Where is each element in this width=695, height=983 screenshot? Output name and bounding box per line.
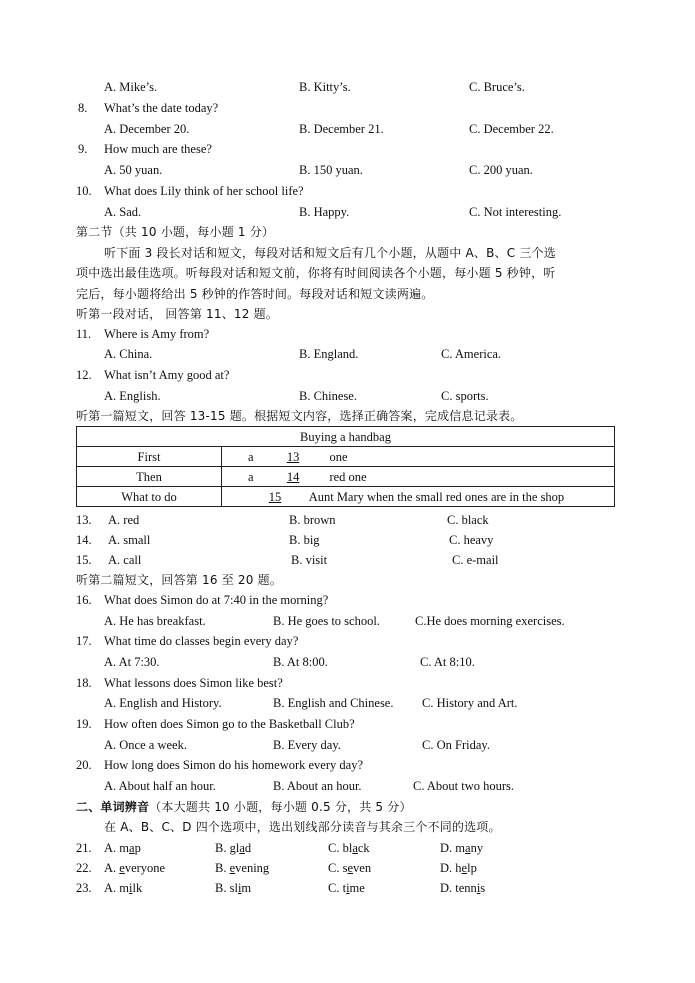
q9-number: 9. [78, 142, 88, 156]
q16-number: 16. [76, 593, 92, 607]
q22-option-a [104, 860, 165, 876]
opt-post: lp [467, 861, 477, 875]
table-row-label: First [77, 447, 222, 467]
opt-pre: C. s [328, 861, 348, 875]
q12-number: 12. [76, 368, 92, 382]
q17-option-b: B. At 8:00. [273, 655, 328, 669]
q23-option-c [328, 880, 365, 896]
q8-option-c: C. December 22. [469, 122, 554, 136]
opt-post: m [241, 881, 252, 895]
opt-underlined: e [461, 861, 468, 875]
opt-post: me [349, 881, 365, 895]
q14-number: 14. [76, 533, 92, 547]
opt-pre: A. m [104, 881, 129, 895]
opt-post: ven [353, 861, 372, 875]
q17-number: 17. [76, 634, 92, 648]
q9-option-b: B. 150 yuan. [299, 163, 363, 177]
q21-option-b [215, 840, 251, 856]
q16-option-b: B. He goes to school. [273, 614, 380, 628]
table-row-value [222, 487, 615, 507]
opt-post: lk [132, 881, 143, 895]
q8-option-a: A. December 20. [104, 122, 190, 136]
q16-question: What does Simon do at 7:40 in the morning? [104, 593, 329, 607]
q19-question: How often does Simon go to the Basketball Club? [104, 717, 355, 731]
q17-question: What time do classes begin every day? [104, 634, 299, 648]
opt-pre: D. h [440, 861, 462, 875]
part2-heading [76, 799, 412, 815]
table-row [77, 487, 615, 507]
q14-option-a: A. small [108, 533, 151, 547]
q8-option-b: B. December 21. [299, 122, 384, 136]
q23-option-d [440, 880, 485, 896]
q18-question: What lessons does Simon like best? [104, 676, 283, 690]
q14-option-c: C. heavy [449, 533, 494, 547]
q9-option-c: C. 200 yuan. [469, 163, 533, 177]
q20-option-c: C. About two hours. [413, 779, 515, 793]
q12-option-b: B. Chinese. [299, 389, 357, 403]
q11-question: Where is Amy from? [104, 327, 210, 341]
q18-option-b: B. English and Chinese. [273, 696, 394, 710]
opt-underlined: a [129, 841, 135, 855]
opt-underlined: i [237, 881, 242, 895]
q21-option-a [104, 840, 141, 856]
part2-instruction: 在 A、B、C、D 四个选项中，选出划线部分读音与其余三个不同的选项。 [104, 820, 501, 834]
section-instruction-line2: 项中选出最佳选项。听每段对话和短文前，你将有时间阅读各个小题，每小题 5 秒钟，听 [76, 266, 556, 280]
section-instruction-line3: 完后，每小题将给出 5 秒钟的作答时间。每段对话和短文读两遍。 [76, 287, 434, 301]
opt-post: s [480, 881, 486, 895]
section-instruction-line1: 听下面 3 段长对话和短文，每段对话和短文后有几个小题，从题中 A、B、C 三个选 [104, 246, 556, 260]
q20-option-a: A. About half an hour. [104, 779, 216, 793]
q13-option-a: A. red [108, 513, 140, 527]
q19-option-b: B. Every day. [273, 738, 341, 752]
part2-heading-title: 二、单词辨音 [76, 800, 150, 814]
q20-number: 20. [76, 758, 92, 772]
q13-option-b: B. brown [289, 513, 336, 527]
table-cell-post: one [329, 449, 348, 464]
dialog1-instruction: 听第一段对话， 回答第 11、12 题。 [76, 307, 278, 321]
q16-option-a: A. He has breakfast. [104, 614, 206, 628]
q10-option-a: A. Sad. [104, 205, 142, 219]
q18-option-c: C. History and Art. [422, 696, 518, 710]
opt-post: veryone [124, 861, 166, 875]
table-cell-post: Aunt Mary when the small red ones are in the shop [308, 489, 565, 504]
q15-option-b: B. visit [291, 553, 328, 567]
q22-number: 22. [76, 861, 92, 875]
opt-underlined: e [119, 861, 125, 875]
q19-option-a: A. Once a week. [104, 738, 187, 752]
q15-option-a: A. call [108, 553, 142, 567]
q12-option-a: A. English. [104, 389, 161, 403]
q11-option-a: A. China. [104, 347, 153, 361]
q23-option-b [215, 880, 251, 896]
q22-option-d [440, 860, 477, 876]
table-row-value [222, 447, 615, 467]
q20-option-b: B. About an hour. [273, 779, 362, 793]
q14-option-b: B. big [289, 533, 320, 547]
table-cell-pre: a [248, 449, 254, 464]
q12-question: What isn’t Amy good at? [104, 368, 230, 382]
q16-option-c: C.He does morning exercises. [415, 614, 565, 628]
q19-number: 19. [76, 717, 92, 731]
q21-option-c [328, 840, 370, 856]
q22-option-b [215, 860, 269, 876]
q8-question: What’s the date today? [104, 101, 219, 115]
opt-post: vening [235, 861, 270, 875]
opt-underlined: a [352, 841, 358, 855]
part2-heading-note: （本大题共 10 小题，每小题 0.5 分，共 5 分） [149, 800, 412, 814]
q12-option-c: C. sports. [441, 389, 489, 403]
opt-pre: A. [104, 861, 120, 875]
table-row-value [222, 467, 615, 487]
q10-option-c: C. Not interesting. [469, 205, 562, 219]
q17-option-a: A. At 7:30. [104, 655, 160, 669]
opt-underlined: a [465, 841, 471, 855]
q10-option-b: B. Happy. [299, 205, 350, 219]
opt-underlined: i [129, 881, 133, 895]
opt-underlined: e [347, 861, 354, 875]
opt-pre: A. m [104, 841, 129, 855]
table-title: Buying a handbag [77, 427, 615, 447]
q7-option-c: C. Bruce’s. [469, 80, 525, 94]
q15-number: 15. [76, 553, 92, 567]
table-row-label: What to do [77, 487, 222, 507]
q7-option-a: A. Mike’s. [104, 80, 158, 94]
opt-underlined: e [229, 861, 236, 875]
passage1-instruction: 听第一篇短文，回答 13-15 题。根据短文内容，选择正确答案，完成信息记录表。 [76, 409, 523, 423]
opt-underlined: i [476, 881, 481, 895]
table-row [77, 447, 615, 467]
q18-number: 18. [76, 676, 92, 690]
opt-pre: C. bl [328, 841, 353, 855]
blank-14[interactable]: 14 [286, 469, 300, 484]
table-title-row [77, 427, 615, 447]
opt-pre: B. [215, 861, 230, 875]
q11-number: 11. [76, 327, 92, 341]
info-record-table [76, 426, 615, 507]
q22-option-c [328, 860, 371, 876]
opt-pre: D. m [440, 841, 465, 855]
q10-number: 10. [76, 184, 92, 198]
opt-post: p [134, 841, 141, 855]
q23-number: 23. [76, 881, 92, 895]
q7-option-b: B. Kitty’s. [299, 80, 351, 94]
q9-question: How much are these? [104, 142, 212, 156]
opt-underlined: a [239, 841, 245, 855]
table-row [77, 467, 615, 487]
q13-option-c: C. black [447, 513, 489, 527]
q20-question: How long does Simon do his homework every day? [104, 758, 363, 772]
table-cell-pre: a [248, 469, 254, 484]
q15-option-c: C. e-mail [452, 553, 499, 567]
q13-number: 13. [76, 513, 92, 527]
q19-option-c: C. On Friday. [422, 738, 490, 752]
opt-pre: D. tenn [440, 881, 477, 895]
opt-post: ck [357, 841, 370, 855]
table-cell-post: red one [329, 469, 367, 484]
section-heading: 第二节（共 10 小题，每小题 1 分） [76, 225, 275, 239]
opt-post: d [244, 841, 252, 855]
q8-number: 8. [78, 101, 88, 115]
table-row-label: Then [77, 467, 222, 487]
q10-question: What does Lily think of her school life? [104, 184, 304, 198]
q9-option-a: A. 50 yuan. [104, 163, 163, 177]
opt-post: ny [470, 841, 484, 855]
opt-underlined: i [346, 881, 350, 895]
blank-15[interactable]: 15 [268, 489, 282, 504]
q21-number: 21. [76, 841, 92, 855]
q21-option-d [440, 840, 483, 856]
q17-option-c: C. At 8:10. [420, 655, 475, 669]
passage2-instruction: 听第二篇短文，回答第 16 至 20 题。 [76, 573, 282, 587]
opt-pre: B. sl [215, 881, 238, 895]
opt-pre: B. gl [215, 841, 240, 855]
q11-option-c: C. America. [441, 347, 502, 361]
blank-13[interactable]: 13 [286, 449, 300, 464]
q11-option-b: B. England. [299, 347, 359, 361]
q18-option-a: A. English and History. [104, 696, 222, 710]
q23-option-a [104, 880, 142, 896]
opt-pre: C. t [328, 881, 347, 895]
